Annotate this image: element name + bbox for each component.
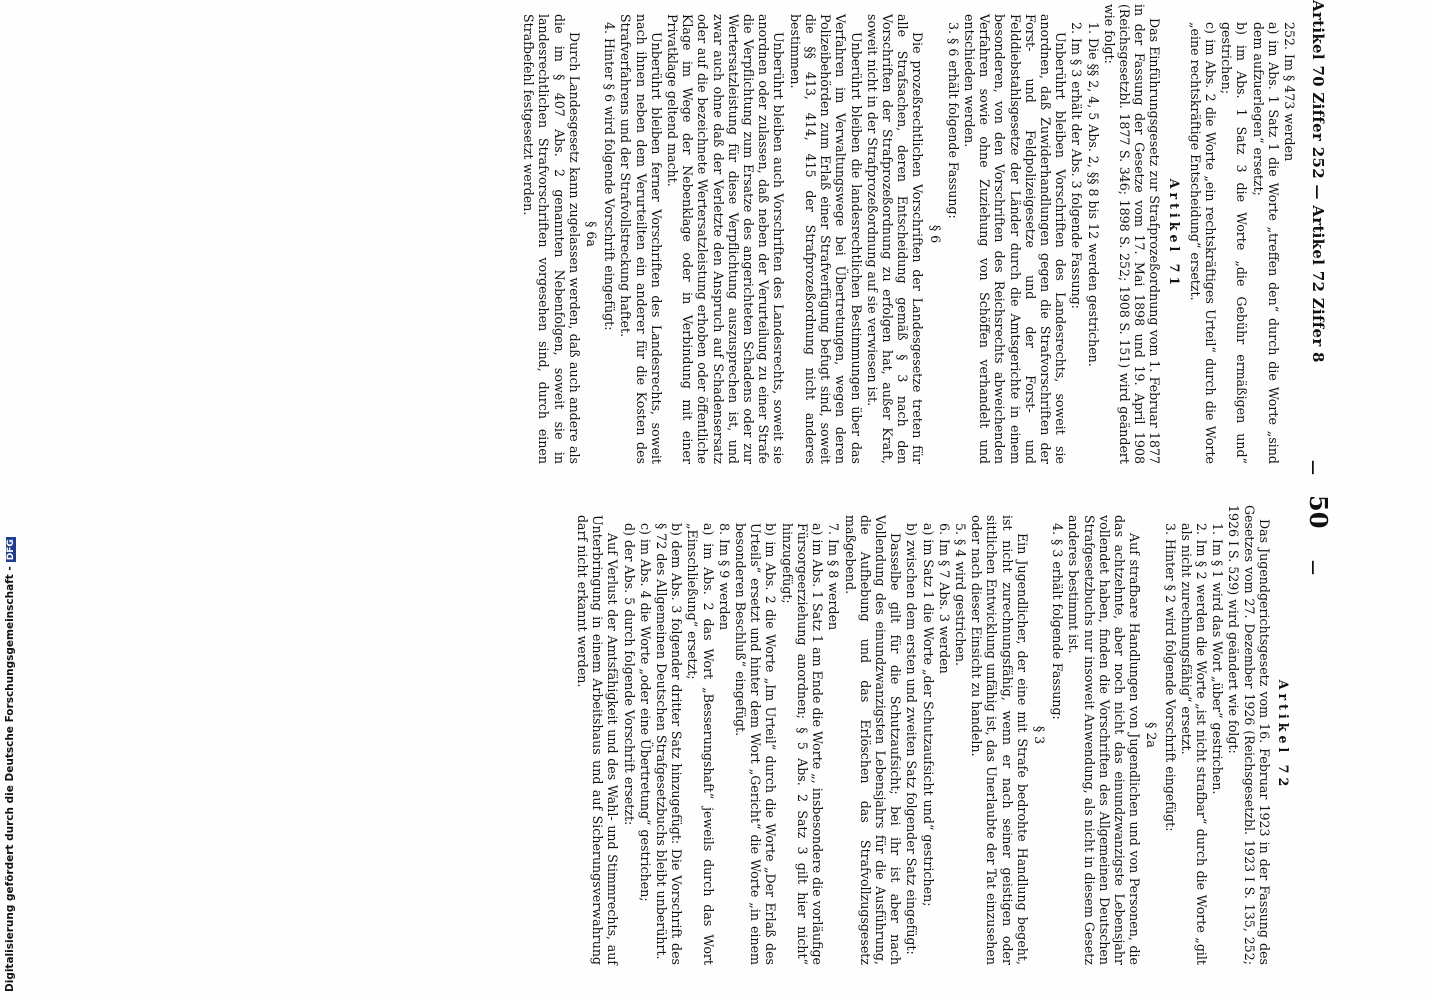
header-dash-right: — (1305, 560, 1323, 575)
paragraph: 2. Im § 3 erhält der Abs. 3 folgende Fassung: (1069, 22, 1085, 309)
article-heading: Artikel 72 (1276, 679, 1291, 791)
paragraph: 6. Im § 7 Abs. 3 werden (936, 523, 952, 674)
rotated-page-content (97, 0, 1337, 1000)
paragraph: Unberührt bleiben die landesrechtlichen Bestimmungen über das Verfahren im Verwaltungswege bei Übertretungen, wegen deren Polizeibehörden zum Erlaß einer Strafverfügung befugt sind, soweit die §§ 413, 414, 415 der Strafprozeßordnung nicht anderes bestimmen. (787, 14, 864, 464)
paragraph: b) im Abs. 2 die Worte „Im Urteil“ durch die Worte „Der Erlaß des Urteils“ ersetzt und hinter dem Wort „Gericht“ die Worte „in einem besonderen Beschluß“ eingefügt. (733, 523, 779, 965)
paragraph: Unberührt bleiben auch Vorschriften des Landesrechts, soweit sie anordnen oder zulassen, daß neben der Verurteilung zu einer Strafe die Verpflichtung zum Ersatze des angerichteten Schadens oder zur Wertersatzleistung für diese Verpflichtung auszusprechen ist, und zwar auch ohne daß der Verletzte den Anspruch auf Schadensersatz oder auf die bezeichnete Wertersatzleistung erhoben oder öffentliche Klage im Wege der Nebenklage oder in Verbindung mit einer Privatklage geltend macht. (665, 14, 787, 464)
paragraph: 4. Hinter § 6 wird folgende Vorschrift eingefügt: (602, 22, 618, 331)
paragraph: Unberührt bleiben Vorschriften des Landesrechts, soweit sie anordnen, daß Zuwiderhandlungen gegen die Strafvorschriften der Forst- und Feldpolizeigesetze und der Forst- und Felddiebstahlsgesetze der Länder durch die Amtsgerichte in einem besonderen, von den Vorschriften des Reichsrechts abweichenden Verfahren sowie ohne Zuziehung von Schöffen verhandelt und entschieden werden. (961, 14, 1069, 464)
paragraph: a) im Satz 1 die Worte „der Schutzaufsicht und“ gestrichen; (920, 523, 936, 907)
paragraph: 3. § 6 erhält folgende Fassung: (945, 22, 961, 219)
paragraph: Auf Verlust der Amtsfähigkeit und des Wahl- und Stimmrechts, auf Unterbringung in einem Arbeitshaus und auf Sicherungsverwahrung darf nicht erkannt werden. (575, 515, 621, 965)
paragraph: a) im Abs. 2 das Wort „Besserungshaft“ jeweils durch das Wort „Einschließung“ ersetzt; (685, 523, 716, 965)
article-heading: Artikel 71 (1166, 178, 1182, 290)
paragraph: Ein Jugendlicher, der eine mit Strafe bedrohte Handlung begeht, ist nicht zurechnungsfähig, wenn er nach seiner geistigen oder sittlichen Entwicklung unfähig ist, das Unerlaubte der Tat einzusehen oder nach dieser Einsicht zu handeln. (969, 515, 1030, 965)
credit-text: Digitalisierung gefördert durch die Deutsche Forschungsgemeinschaft - (4, 566, 16, 992)
paragraph: Auf strafbare Handlungen von Jugendlichen und von Personen, die das achtzehnte, aber noch nicht das einundzwanzigste Lebensjahr vollendet haben, finden die Vorschriften des Allgemeinen Deutschen Strafgesetzbuchs nur insoweit Anwendung, als nicht in diesem Gesetz anderes bestimmt ist. (1066, 515, 1143, 965)
paragraph: b) zwischen dem ersten und zweiten Satz folgender Satz eingefügt: (904, 523, 920, 955)
paragraph: b) dem Abs. 3 folgender dritter Satz hinzugefügt: Die Vorschrift des § 72 des Allgemeinen Deutschen Strafgesetzbuchs bleibt unberührt. (654, 523, 685, 965)
page-header (1297, 0, 1333, 1000)
section-heading: § 6 (927, 224, 943, 244)
running-head: Artikel 70 Ziffer 252 — Artikel 72 Ziffer 8 (1309, 0, 1327, 363)
paragraph: Durch Landesgesetz kann zugelassen werden, daß auch andere als die im § 407 Abs. 2 genannten Nebenfolgen, soweit sie in landesrechtlichen Strafvorschriften vorgesehen sind, durch einen Strafbefehl festgesetzt werden. (521, 14, 582, 464)
paragraph: 4. § 3 erhält folgende Fassung: (1050, 523, 1066, 720)
digitization-credit (0, 0, 18, 1000)
paragraph: Unberührt bleiben ferner Vorschriften des Landesrechts, soweit nach ihnen neben dem Verurteilten ein anderer für die Kosten des Strafverfahrens und der Strafvollstreckung haftet. (618, 14, 664, 464)
paragraph: 7. Im § 8 werden (826, 523, 842, 631)
paragraph: Das Einführungsgesetz zur Strafprozeßordnung vom 1. Februar 1877 in der Fassung der Gesetze vom 17. Mai 1898 und 19. April 1908 (Reichsgesetzbl. 1877 S. 346; 1898 S. 252; 1908 S. 151) wird geändert wie folgt: (1101, 4, 1163, 464)
section-heading: § 3 (1031, 725, 1047, 745)
paragraph: 2. Im § 2 werden die Worte „ist nicht strafbar“ durch die Worte „gilt als nicht zurechnungsfähig“ ersetzt. (1178, 523, 1209, 965)
paragraph: 8. Im § 9 werden (716, 523, 732, 631)
right-column (574, 505, 1297, 965)
paragraph: a) im Abs. 1 Satz 1 am Ende die Worte „, insbesondere die vorläufige Fürsorgeerziehung anordnen; § 5 Abs. 2 Satz 3 gilt hier nicht“ hinzugefügt; (779, 523, 826, 965)
paragraph: b) im Abs. 1 Satz 3 die Worte „die Gebühr ermäßigen und“ gestrichen; (1219, 22, 1250, 464)
paragraph: 5. § 4 wird gestrichen. (952, 523, 968, 667)
paragraph: c) im Abs. 2 die Worte „ein rechtskräftiges Urteil“ durch die Worte „eine rechtskräftige Entscheidung“ ersetzt. (1187, 22, 1218, 464)
paragraph: a) im Abs. 1 Satz 1 die Worte „treffen den“ durch die Worte „sind dem aufzuerlegen“ ersetzt; (1250, 22, 1281, 464)
paragraph: d) der Abs. 5 durch folgende Vorschrift ersetzt: (621, 523, 637, 826)
section-heading: § 6a (584, 221, 600, 247)
left-column (520, 4, 1297, 464)
paragraph: 252. Im § 473 werden (1282, 22, 1297, 162)
page-number: 50 (1304, 495, 1333, 529)
paragraph: c) im Abs. 4 die Worte „oder eine Übertretung“ gestrichen; (637, 523, 653, 902)
paragraph: 1. Die §§ 2, 4, 5 Abs. 2, §§ 8 bis 12 werden gestrichen. (1085, 22, 1101, 367)
paragraph: 1. Im § 1 wird das Wort „über“ gestrichen. (1210, 523, 1226, 795)
header-dash-left: — (1305, 460, 1323, 475)
paragraph: Die prozeßrechtlichen Vorschriften der Landesgesetze treten für alle Strafsachen, deren Entscheidung gemäß § 3 nach den Vorschriften der Strafprozeßordnung zu erfolgen hat, außer Kraft, soweit nicht in der Strafprozeßordnung auf sie verwiesen ist. (864, 14, 926, 464)
dfg-logo: DFG (6, 539, 16, 561)
paragraph: Das Jugendgerichtsgesetz vom 16. Februar 1923 in der Fassung des Gesetzes vom 27. Dezember 1926 (Reichsgesetzbl. 1923 I S. 135, 252; 1926 I S. 529) wird geändert wie folgt: (1226, 505, 1272, 965)
paragraph: 3. Hinter § 2 wird folgende Vorschrift eingefügt: (1162, 523, 1178, 832)
paragraph: Dasselbe gilt für die Schutzaufsicht; bei ihr ist aber nach Vollendung des einundzwanzigsten Lebensjahrs für die Ausführung, die Aufhebung und das Erlöschen das Strafvollzugsgesetz maßgebend. (842, 515, 904, 965)
section-heading: § 2a (1144, 722, 1160, 748)
